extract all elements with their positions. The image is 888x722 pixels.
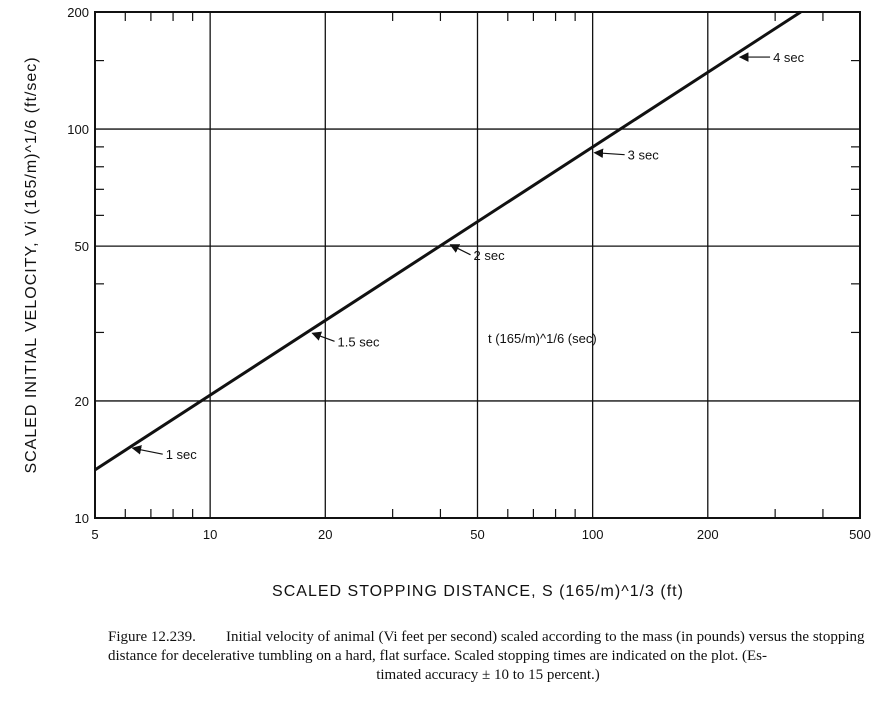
x-tick-label: 100	[581, 527, 604, 542]
x-tick-label: 20	[318, 527, 333, 542]
y-tick-label: 100	[67, 122, 89, 138]
y-axis-label: SCALED INITIAL VELOCITY, Vi (165/m)^1/6 (ft/sec)	[23, 56, 40, 474]
annotation-label: 3 sec	[627, 147, 659, 163]
y-tick-label: 20	[74, 393, 89, 409]
x-tick-label: 10	[202, 527, 218, 542]
annotation-arrow	[313, 333, 335, 341]
annotation-label: 1 sec	[165, 447, 197, 463]
x-tick-label: 50	[470, 527, 485, 542]
y-tick-label: 10	[74, 511, 89, 526]
x-tick-label: 500	[849, 527, 871, 542]
x-tick-label: 200	[696, 527, 719, 542]
y-tick-label: 200	[67, 5, 89, 20]
figure-caption	[108, 628, 868, 685]
annotation-arrow	[595, 153, 625, 155]
grid-lines	[95, 12, 860, 518]
x-axis-label: SCALED STOPPING DISTANCE, S (165/m)^1/3 (ft)	[272, 583, 684, 600]
annotation-arrow	[133, 448, 163, 454]
inline-time-label: t (165/m)^1/6 (sec)	[488, 331, 597, 346]
caption-last-line: timated accuracy ± 10 to 15 percent.)	[376, 667, 600, 683]
x-tick-label: 5	[91, 527, 99, 542]
y-tick-label: 50	[74, 239, 89, 255]
annotation-label: 1.5 sec	[337, 334, 380, 350]
annotation-label: 2 sec	[473, 247, 505, 263]
caption-label: Figure 12.239.	[108, 629, 196, 645]
y-tick-labels	[67, 5, 89, 526]
caption-text: Initial velocity of animal (Vi feet per second) scaled according to the mass (in pounds) versus the stopping distance for decelerative tumbling on a hard, flat surface. Scaled stopping times are indicated on the plot. (Es-	[108, 629, 865, 664]
x-tick-labels	[91, 527, 870, 542]
annotation-label: 4 sec	[773, 50, 805, 66]
